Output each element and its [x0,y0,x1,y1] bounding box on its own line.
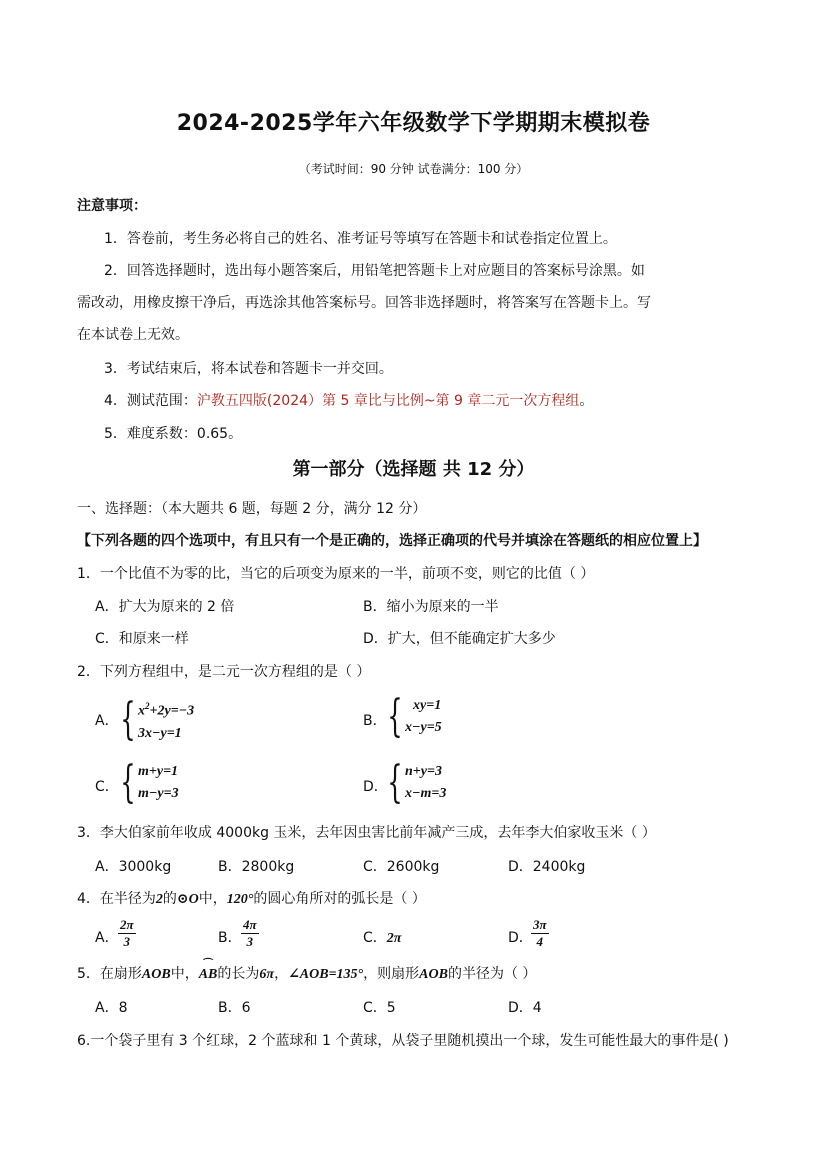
question-1-option-b: B．缩小为原来的一半 [363,599,499,615]
section-title: 第一部分（选择题 共 12 分） [292,459,535,480]
question-3-option-c: C．2600kg [363,859,440,875]
brace-icon: { [387,691,403,742]
notice-item-1: 1．答卷前，考生务必将自己的姓名、准考证号等填写在答题卡和试卷指定位置上。 [104,231,617,247]
notice-item-2-line-3: 在本试卷上无效。 [77,327,189,343]
equation: $x^2+2y=-3$ [138,701,195,719]
question-2-option-d-label: D． [363,779,388,795]
question-4-option-d-fraction: $\frac{3\pi}{4}$ [533,917,547,949]
question-2-option-c-label: C． [95,779,119,795]
equation: m−y=3 [138,786,179,801]
equation: x−m=3 [405,786,447,801]
question-2-option-a-label: A． [95,713,119,729]
notice-item-5: 5．难度系数：0.65。 [104,426,243,442]
question-3-option-d: D．2400kg [508,859,586,875]
part1-heading: 一、选择题：（本大题共 6 题，每题 2 分，满分 12 分） [77,501,427,517]
arc-ab: ⌒ AB [198,959,218,982]
question-3-stem: 3．李大伯家前年收成 4000kg 玉米，去年因虫害比前年减产三成，去年李大伯家收玉米（ ） [77,825,656,841]
question-4-stem: 4．在半径为2的⊙O中，120°的圆心角所对的弧长是（ ） [77,891,426,907]
question-4-option-b-label: B． [218,930,242,946]
question-4-option-a-label: A． [95,930,119,946]
equation: x−y=5 [405,720,442,735]
equation: n+y=3 [405,764,442,779]
arc-icon: ⌒ [203,959,214,970]
notice-heading: 注意事项： [77,198,147,214]
test-range: 沪教五四版(2024）第 5 章比与比例~第 9 章二元一次方程组 [196,393,580,409]
brace-icon: { [120,757,136,808]
notice-item-4 [104,390,593,410]
question-1-stem: 1．一个比值不为零的比，当它的后项变为原来的一半，前项不变，则它的比值（ ） [77,566,595,582]
notice-item-3: 3．考试结束后，将本试卷和答题卡一并交回。 [104,361,393,377]
exam-info: （考试时间：90 分钟 试卷满分：100 分） [298,162,529,176]
question-2-option-c-system [114,757,179,808]
question-5-option-b: B．6 [218,1000,251,1016]
question-4-option-c: C．2π [363,930,402,946]
question-2-option-d-system [381,757,447,808]
question-5-option-a: A．8 [95,1000,128,1016]
notice-item-2-line-2: 需改动，用橡皮擦干净后，再选涂其他答案标号。回答非选择题时，将答案写在答题卡上。写 [77,295,651,311]
question-1-option-c: C．和原来一样 [95,631,189,647]
equation: m+y=1 [138,764,179,779]
question-5-stem: 5．在扇形AOB中， ⌒ AB的长为6π，∠AOB=135°，则扇形AOB的半径为（ ） [77,959,537,982]
circle-symbol: ⊙O [176,892,199,907]
brace-icon: { [120,693,136,745]
question-4-option-a-fraction: $\frac{2\pi}{3}$ [120,917,134,949]
equation: 3x−y=1 [138,725,182,741]
page-title: 2024-2025学年六年级数学下学期期末模拟卷 [176,111,651,136]
question-3-option-b: B．2800kg [218,859,295,875]
brace-icon: { [387,757,403,808]
notice-item-4-prefix: 4．测试范围： [104,393,197,409]
question-1-option-d: D．扩大，但不能确定扩大多少 [363,631,556,647]
question-1-option-a: A．扩大为原来的 2 倍 [95,599,235,615]
question-2-option-b-system [381,691,442,742]
part1-instruction: 【下列各题的四个选项中，有且只有一个是正确的，选择正确项的代号并填涂在答题纸的相应位置上】 [77,533,707,549]
question-5-option-d: D．4 [508,1000,542,1016]
question-4-option-b-fraction: $\frac{4\pi}{3}$ [243,917,257,949]
question-2-option-a-system [114,695,194,745]
equation: xy=1 [413,698,442,713]
question-2-stem: 2．下列方程组中，是二元一次方程组的是（ ） [77,664,371,680]
question-5-option-c: C．5 [363,1000,396,1016]
question-4-option-d-label: D． [508,930,533,946]
question-3-option-a: A．3000kg [95,859,172,875]
notice-item-2-line-1: 2．回答选择题时，选出每小题答案后，用铅笔把答题卡上对应题目的答案标号涂黑。如 [104,263,645,279]
question-6-stem: 6.一个袋子里有 3 个红球，2 个蓝球和 1 个黄球，从袋子里随机摸出一个球，发生可能性最大的事件是( ) [77,1033,729,1049]
question-2-option-b-label: B． [363,713,387,729]
notice-item-4-suffix: 。 [579,393,594,409]
